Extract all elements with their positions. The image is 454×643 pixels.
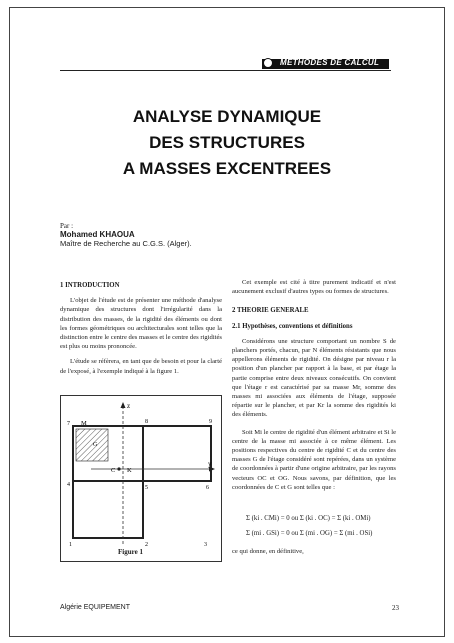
hatched-element xyxy=(76,429,108,461)
title-line-1: ANALYSE DYNAMIQUE xyxy=(132,107,322,126)
author-role: Maître de Recherche au C.G.S. (Alger). xyxy=(60,239,192,248)
node-label: 1 xyxy=(69,542,72,548)
journal-name: Algérie EQUIPEMENT xyxy=(60,604,131,611)
right-column xyxy=(232,278,396,492)
section-heading-introduction: 1 INTRODUCTION xyxy=(60,282,120,289)
node-label: 3 xyxy=(204,542,207,548)
paragraph: L'étude se réfèrera, en tant que de besoin et pour la clarté de l'exposé, à l'exemple indiqué à la figure 1. xyxy=(60,358,222,375)
formula-rigidity: Σ (ki . CMi) = 0 ou Σ (ki . OC) = Σ (ki . OMi) xyxy=(246,515,371,522)
author-prefix: Par : xyxy=(60,222,74,230)
node-label: 4 xyxy=(67,482,70,488)
label-c: C xyxy=(111,467,116,474)
label-k: K xyxy=(127,467,132,474)
page-number: 23 xyxy=(392,604,399,612)
node-label: 2 xyxy=(145,542,148,548)
node-label: 7 xyxy=(67,421,70,427)
subsection-heading: 2.1 Hypothèses, conventions et définitions xyxy=(232,322,353,330)
figure-1 xyxy=(60,395,222,562)
center-point xyxy=(117,467,120,470)
paragraph: L'objet de l'étude est de présenter une méthode d'analyse dynamique des structures dont l'irrégularité dans la distribution des masses, de la rigidité des éléments ou dont les formes géométriques ou architecturales sont telles que la distinction entre le centre des masses et le centre des rigidités est plus ou moins prononcée. xyxy=(60,297,222,351)
header-rule xyxy=(60,70,391,71)
author-name: Mohamed KHAOUA xyxy=(60,230,135,239)
floor-plan-bottom xyxy=(73,481,143,538)
arrow-icon xyxy=(121,402,126,408)
figure-plan-drawing xyxy=(61,396,221,561)
paragraph: ce qui donne, en définitive, xyxy=(232,548,304,555)
bullet-icon xyxy=(263,58,273,68)
label-y: y xyxy=(208,460,212,468)
node-label: 6 xyxy=(206,485,209,491)
label-z: z xyxy=(127,402,131,410)
node-label: 8 xyxy=(145,419,148,425)
title-line-3: A MASSES EXCENTREES xyxy=(122,159,332,178)
left-column xyxy=(60,281,222,376)
label-g: G xyxy=(93,442,98,448)
article-title xyxy=(60,104,394,182)
section-heading-theory: 2 THEORIE GENERALE xyxy=(232,307,309,315)
node-label: 9 xyxy=(209,419,212,425)
node-label: 5 xyxy=(145,485,148,491)
figure-caption: Figure 1 xyxy=(118,548,143,556)
paragraph: Soit Mi le centre de rigidité d'un élément arbitraire et Si le centre de la masse mi associée à ce même élément. Les positions respectives du centre de rigidité C et du centre des masses G de l'étage considéré sont repérées, dans un système de coordonnées à partir d'une origine arbitraire, par les rayons vecteurs OC et OG. Nous savons, par définition, que les coordonnées de C et G sont telles que : xyxy=(232,428,396,491)
floor-plan-right xyxy=(143,426,211,481)
label-m: M xyxy=(81,420,87,427)
title-line-2: DES STRUCTURES xyxy=(149,133,305,152)
paragraph: Considérons une structure comportant un nombre S de planchers portés, chacun, par N éléments résistants que nous appellerons éléments de rigidité. On désigne par niveau r la position d'un plancher par rapport à la base, et par étage la partie comprise entre deux niveaux consécutifs. On convient que l'étage r est caractérisé par sa masse Mr, somme des masses mi associées aux éléments de l'étage, supposée répartie sur le plancher, et par Kr la somme des rigidités ki des éléments. xyxy=(232,337,396,419)
paragraph: Cet exemple est cité à titre purement indicatif et n'est aucunement exclusif d'autres types ou formes de structures. xyxy=(232,279,396,296)
formula-mass: Σ (mi . GSi) = 0 ou Σ (mi . OG) = Σ (mi . OSi) xyxy=(246,530,373,537)
section-header: METHODES DE CALCUL xyxy=(280,58,380,67)
